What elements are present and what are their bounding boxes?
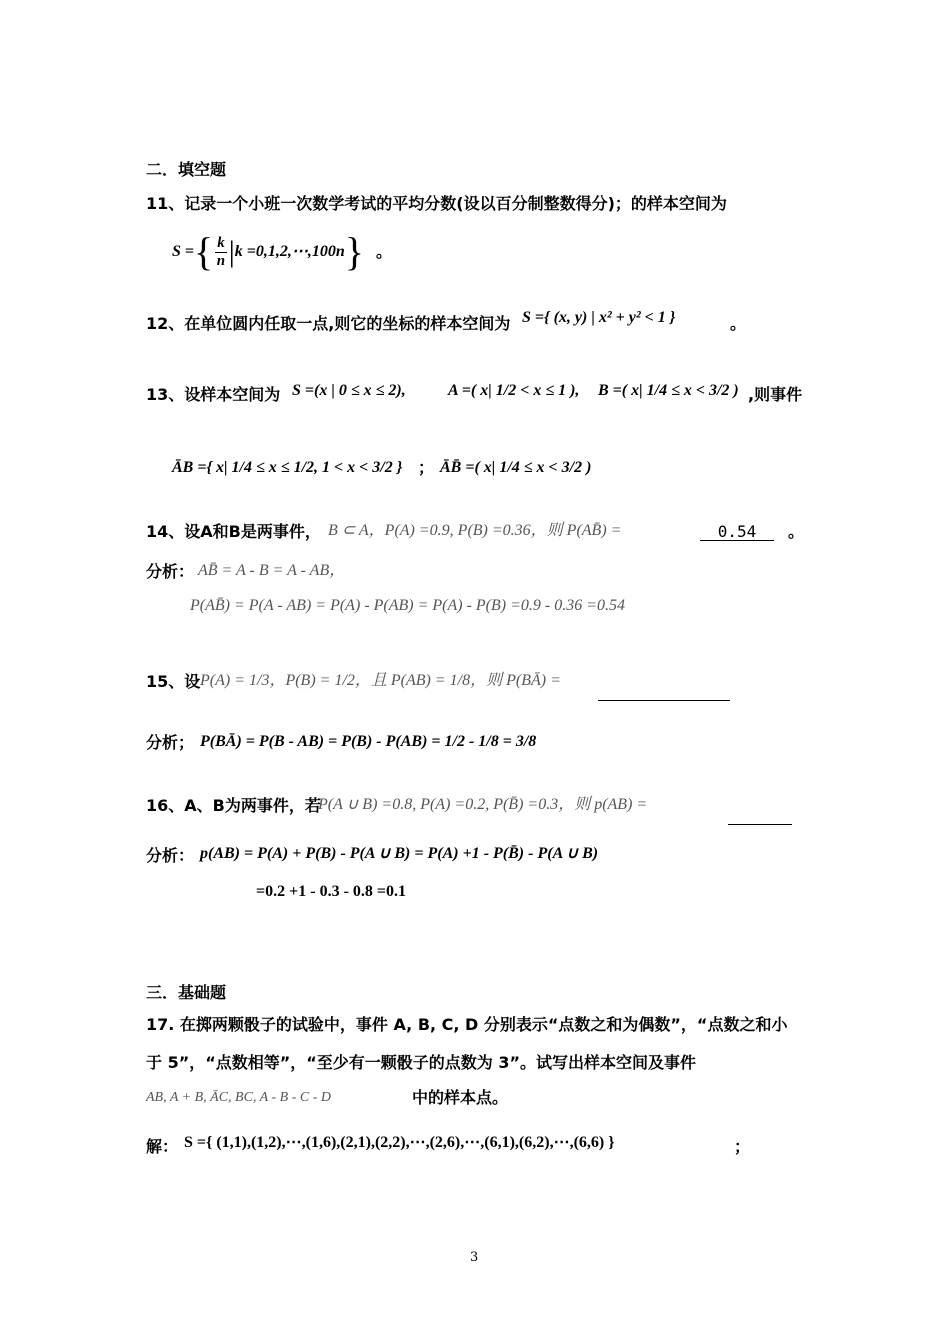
- q11-text: 11、记录一个小班一次数学考试的平均分数(设以百分制整数得分)；的样本空间为: [146, 194, 727, 213]
- q16-blank-line: [728, 824, 792, 825]
- q13-answer-2: ĀB̄ =( x| 1/4 ≤ x < 3/2 ): [440, 459, 592, 476]
- bar-icon: |: [228, 235, 235, 268]
- q13-s-def: S =(x | 0 ≤ x ≤ 2),: [292, 382, 406, 399]
- q12-text: 12、在单位圆内任取一点,则它的坐标的样本空间为: [146, 314, 511, 333]
- q14-analysis-1: AB̄ = A - B = A - AB，: [198, 562, 346, 579]
- q17-line-3-tail: 中的样本点。: [412, 1088, 509, 1107]
- q16-analysis-2: =0.2 +1 - 0.3 - 0.8 =0.1: [256, 883, 407, 900]
- q17-line-1: 17. 在掷两颗骰子的试验中，事件 A, B, C, D 分别表示“点数之和为偶数”，“点数之和小: [146, 1015, 788, 1034]
- q13-a-def: A =( x| 1/2 < x ≤ 1 ),: [448, 382, 580, 399]
- q14-answer-value: 0.54: [700, 524, 774, 541]
- q15-analysis-label: 分析；: [146, 733, 195, 752]
- q14-analysis-2: P(AB̄) = P(A - AB) = P(A) - P(AB) = P(A) - P(B) =0.9 - 0.36 =0.54: [190, 597, 626, 614]
- q13-answer-1: ĀB ={ x| 1/4 ≤ x ≤ 1/2, 1 < x < 3/2 }: [172, 459, 403, 476]
- q17-solution-label: 解：: [146, 1137, 179, 1156]
- q14-answer: [700, 524, 774, 541]
- q16-text: 16、A、B为两事件，若: [146, 796, 321, 815]
- q15-analysis: P(BĀ) = P(B - AB) = P(B) - P(AB) = 1/2 - 1/8 = 3/8: [200, 733, 537, 750]
- left-brace-icon: {: [194, 229, 214, 274]
- q16-blank: [728, 812, 792, 828]
- q11-answer: [172, 224, 392, 280]
- q11-frac-num: k: [217, 235, 225, 251]
- q14-condition: B ⊂ A，P(A) =0.9, P(B) =0.36，则 P(AB̄) =: [328, 522, 622, 539]
- q15-given: P(A) = 1/3，P(B) = 1/2，且 P(AB) = 1/8，则 P(BĀ) =: [200, 672, 561, 689]
- q14-analysis-label: 分析：: [146, 562, 195, 581]
- q13-tail: ,则事件: [748, 385, 803, 404]
- q11-frac-den: n: [216, 252, 226, 269]
- q17-solution-end: ；: [734, 1137, 751, 1156]
- page-number: 3: [470, 1250, 479, 1265]
- q16-analysis-label: 分析：: [146, 846, 195, 865]
- q17-line-2: 于 5”，“点数相等”，“至少有一颗骰子的点数为 3”。试写出样本空间及事件: [146, 1053, 696, 1072]
- q11-answer-post: k =0,1,2,⋯,100n: [234, 243, 345, 260]
- q11-fraction: [215, 235, 227, 269]
- section-3-title: 三．基础题: [146, 983, 227, 1002]
- q16-given: P(A ∪ B) =0.8, P(A) =0.2, P(B̄) =0.3，则 p(AB) =: [318, 796, 648, 813]
- q14-text: 14、设A和B是两事件，: [146, 522, 321, 541]
- q14-end: 。: [788, 522, 805, 541]
- q16-analysis-1: p(AB) = P(A) + P(B) - P(A ∪ B) = P(A) +1 - P(B̄) - P(A ∪ B): [200, 845, 599, 862]
- q13-text: 13、设样本空间为: [146, 385, 281, 404]
- q11-answer-pre: S =: [172, 243, 195, 260]
- q11-end: 。: [375, 242, 392, 261]
- q12-answer: S ={ (x, y) | x² + y² < 1 }: [522, 309, 676, 326]
- right-brace-icon: }: [344, 229, 364, 274]
- q13-b-def: B =( x| 1/4 ≤ x < 3/2 ): [598, 382, 739, 399]
- q17-line-3-math: AB, A + B, ĀC, BC, A - B - C - D: [146, 1090, 331, 1105]
- q15-blank-line: [598, 700, 730, 701]
- q17-solution: S ={ (1,1),(1,2),⋯,(1,6),(2,1),(2,2),⋯,(2,6),⋯,(6,1),(6,2),⋯,(6,6) }: [184, 1134, 615, 1151]
- section-2-title: 二．填空题: [146, 160, 227, 179]
- q13-sep: ；: [418, 458, 435, 477]
- q12-end: 。: [730, 314, 747, 333]
- q15-text: 15、设: [146, 672, 201, 691]
- q15-blank: [598, 688, 730, 704]
